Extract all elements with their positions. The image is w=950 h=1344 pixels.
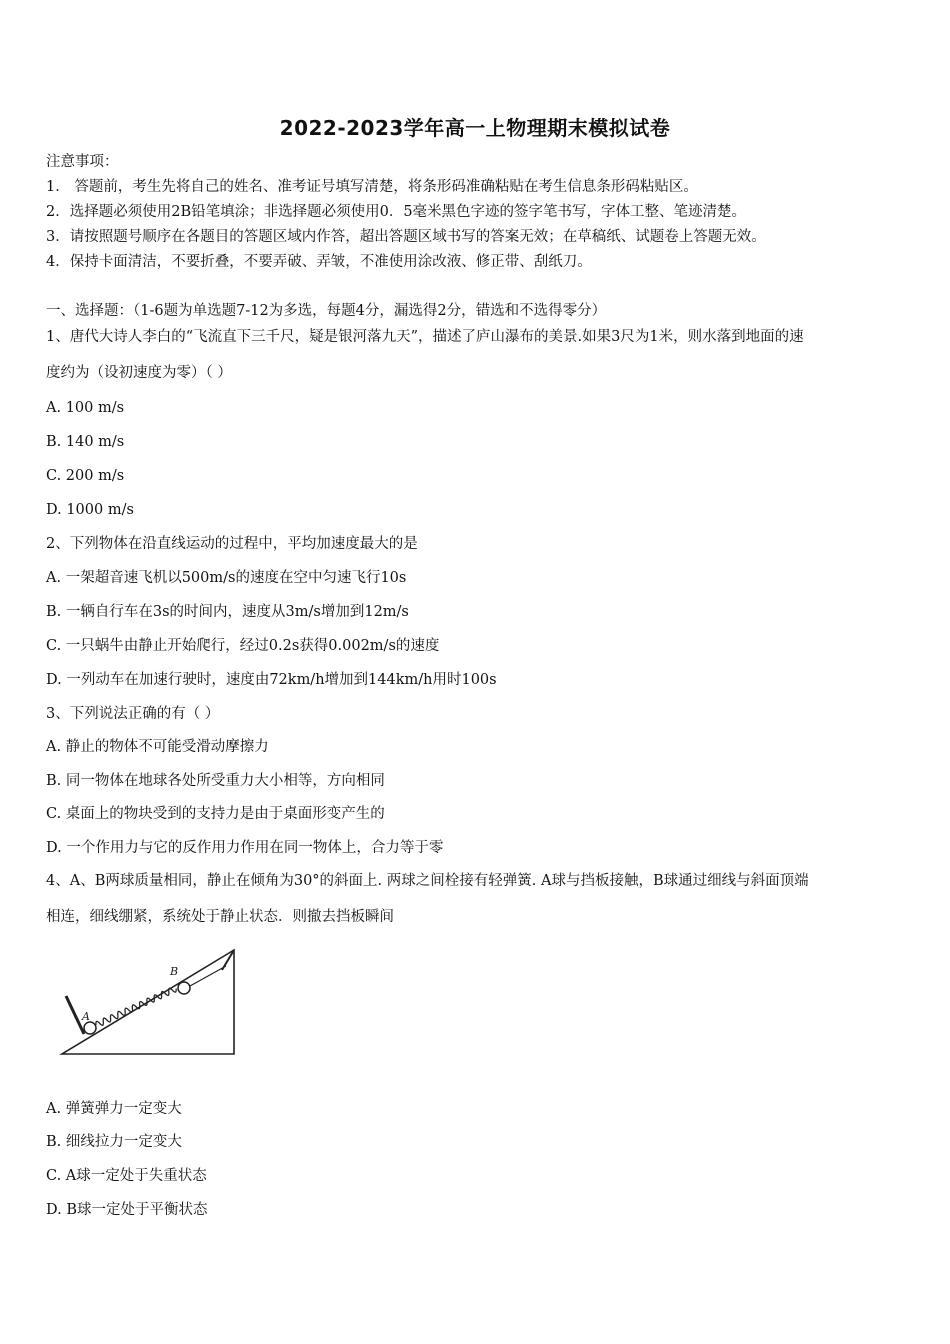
question-1-stem-line-2: 度约为（设初速度为零）（ ）	[46, 365, 232, 381]
question-3-option-b: B. 同一物体在地球各处所受重力大小相等，方向相同	[46, 773, 385, 789]
question-1-option-a: A. 100 m/s	[46, 400, 125, 416]
notice-heading: 注意事项：	[46, 154, 119, 170]
notice-item-3: 3．请按照题号顺序在各题目的答题区域内作答，超出答题区域书写的答案无效；在草稿纸、试题卷上答题无效。	[46, 229, 766, 245]
question-1-stem-line-1: 1、唐代大诗人李白的“飞流直下三千尺，疑是银河落九天”，描述了庐山瀑布的美景.如果3尺为1米，则水落到地面的速	[46, 329, 804, 345]
section-heading: 一、选择题：（1-6题为单选题7-12为多选，每题4分，漏选得2分，错选和不选得零分）	[46, 303, 607, 319]
question-2-stem: 2、下列物体在沿直线运动的过程中，平均加速度最大的是	[46, 536, 418, 552]
question-3-option-a: A. 静止的物体不可能受滑动摩擦力	[46, 739, 269, 755]
question-4-stem-line-1: 4、A、B两球质量相同，静止在倾角为30°的斜面上. 两球之间栓接有轻弹簧. A球与挡板接触，B球通过细线与斜面顶端	[46, 873, 809, 889]
question-1-option-b: B. 140 m/s	[46, 434, 125, 450]
incline-spring-figure	[44, 946, 240, 1062]
thread	[190, 966, 226, 986]
question-1-option-d: D. 1000 m/s	[46, 502, 134, 518]
question-2-option-d: D. 一列动车在加速行驶时，速度由72km/h增加到144km/h用时100s	[46, 672, 497, 688]
question-4-option-b: B. 细线拉力一定变大	[46, 1134, 182, 1150]
notice-item-1: 1． 答题前，考生先将自己的姓名、准考证号填写清楚，将条形码准确粘贴在考生信息条形码粘贴区。	[46, 179, 698, 195]
question-4-stem-line-2: 相连，细线绷紧，系统处于静止状态．则撤去挡板瞬间	[46, 909, 394, 925]
question-1-option-c: C. 200 m/s	[46, 468, 125, 484]
ball-b	[178, 982, 190, 994]
ball-a	[84, 1022, 96, 1034]
label-b: B	[170, 965, 179, 978]
notice-item-4: 4．保持卡面清洁，不要折叠，不要弄破、弄皱，不准使用涂改液、修正带、刮纸刀。	[46, 254, 592, 270]
question-3-option-d: D. 一个作用力与它的反作用力作用在同一物体上，合力等于零	[46, 840, 444, 856]
page-title: 2022-2023学年高一上物理期末模拟试卷	[279, 116, 671, 140]
question-2-option-b: B. 一辆自行车在3s的时间内，速度从3m/s增加到12m/s	[46, 604, 409, 620]
incline-triangle	[62, 950, 234, 1054]
question-2-option-a: A. 一架超音速飞机以500m/s的速度在空中匀速飞行10s	[46, 570, 407, 586]
question-4-option-a: A. 弹簧弹力一定变大	[46, 1101, 182, 1117]
notice-item-2: 2．选择题必须使用2B铅笔填涂；非选择题必须使用0．5毫米黑色字迹的签字笔书写，字体工整、笔迹清楚。	[46, 204, 747, 220]
question-4-option-c: C. A球一定处于失重状态	[46, 1168, 207, 1184]
question-4-option-d: D. B球一定处于平衡状态	[46, 1202, 208, 1218]
question-3-stem: 3、下列说法正确的有（ ）	[46, 706, 220, 722]
label-a: A	[82, 1010, 90, 1023]
question-3-option-c: C. 桌面上的物块受到的支持力是由于桌面形变产生的	[46, 806, 385, 822]
question-2-option-c: C. 一只蜗牛由静止开始爬行，经过0.2s获得0.002m/s的速度	[46, 638, 440, 654]
